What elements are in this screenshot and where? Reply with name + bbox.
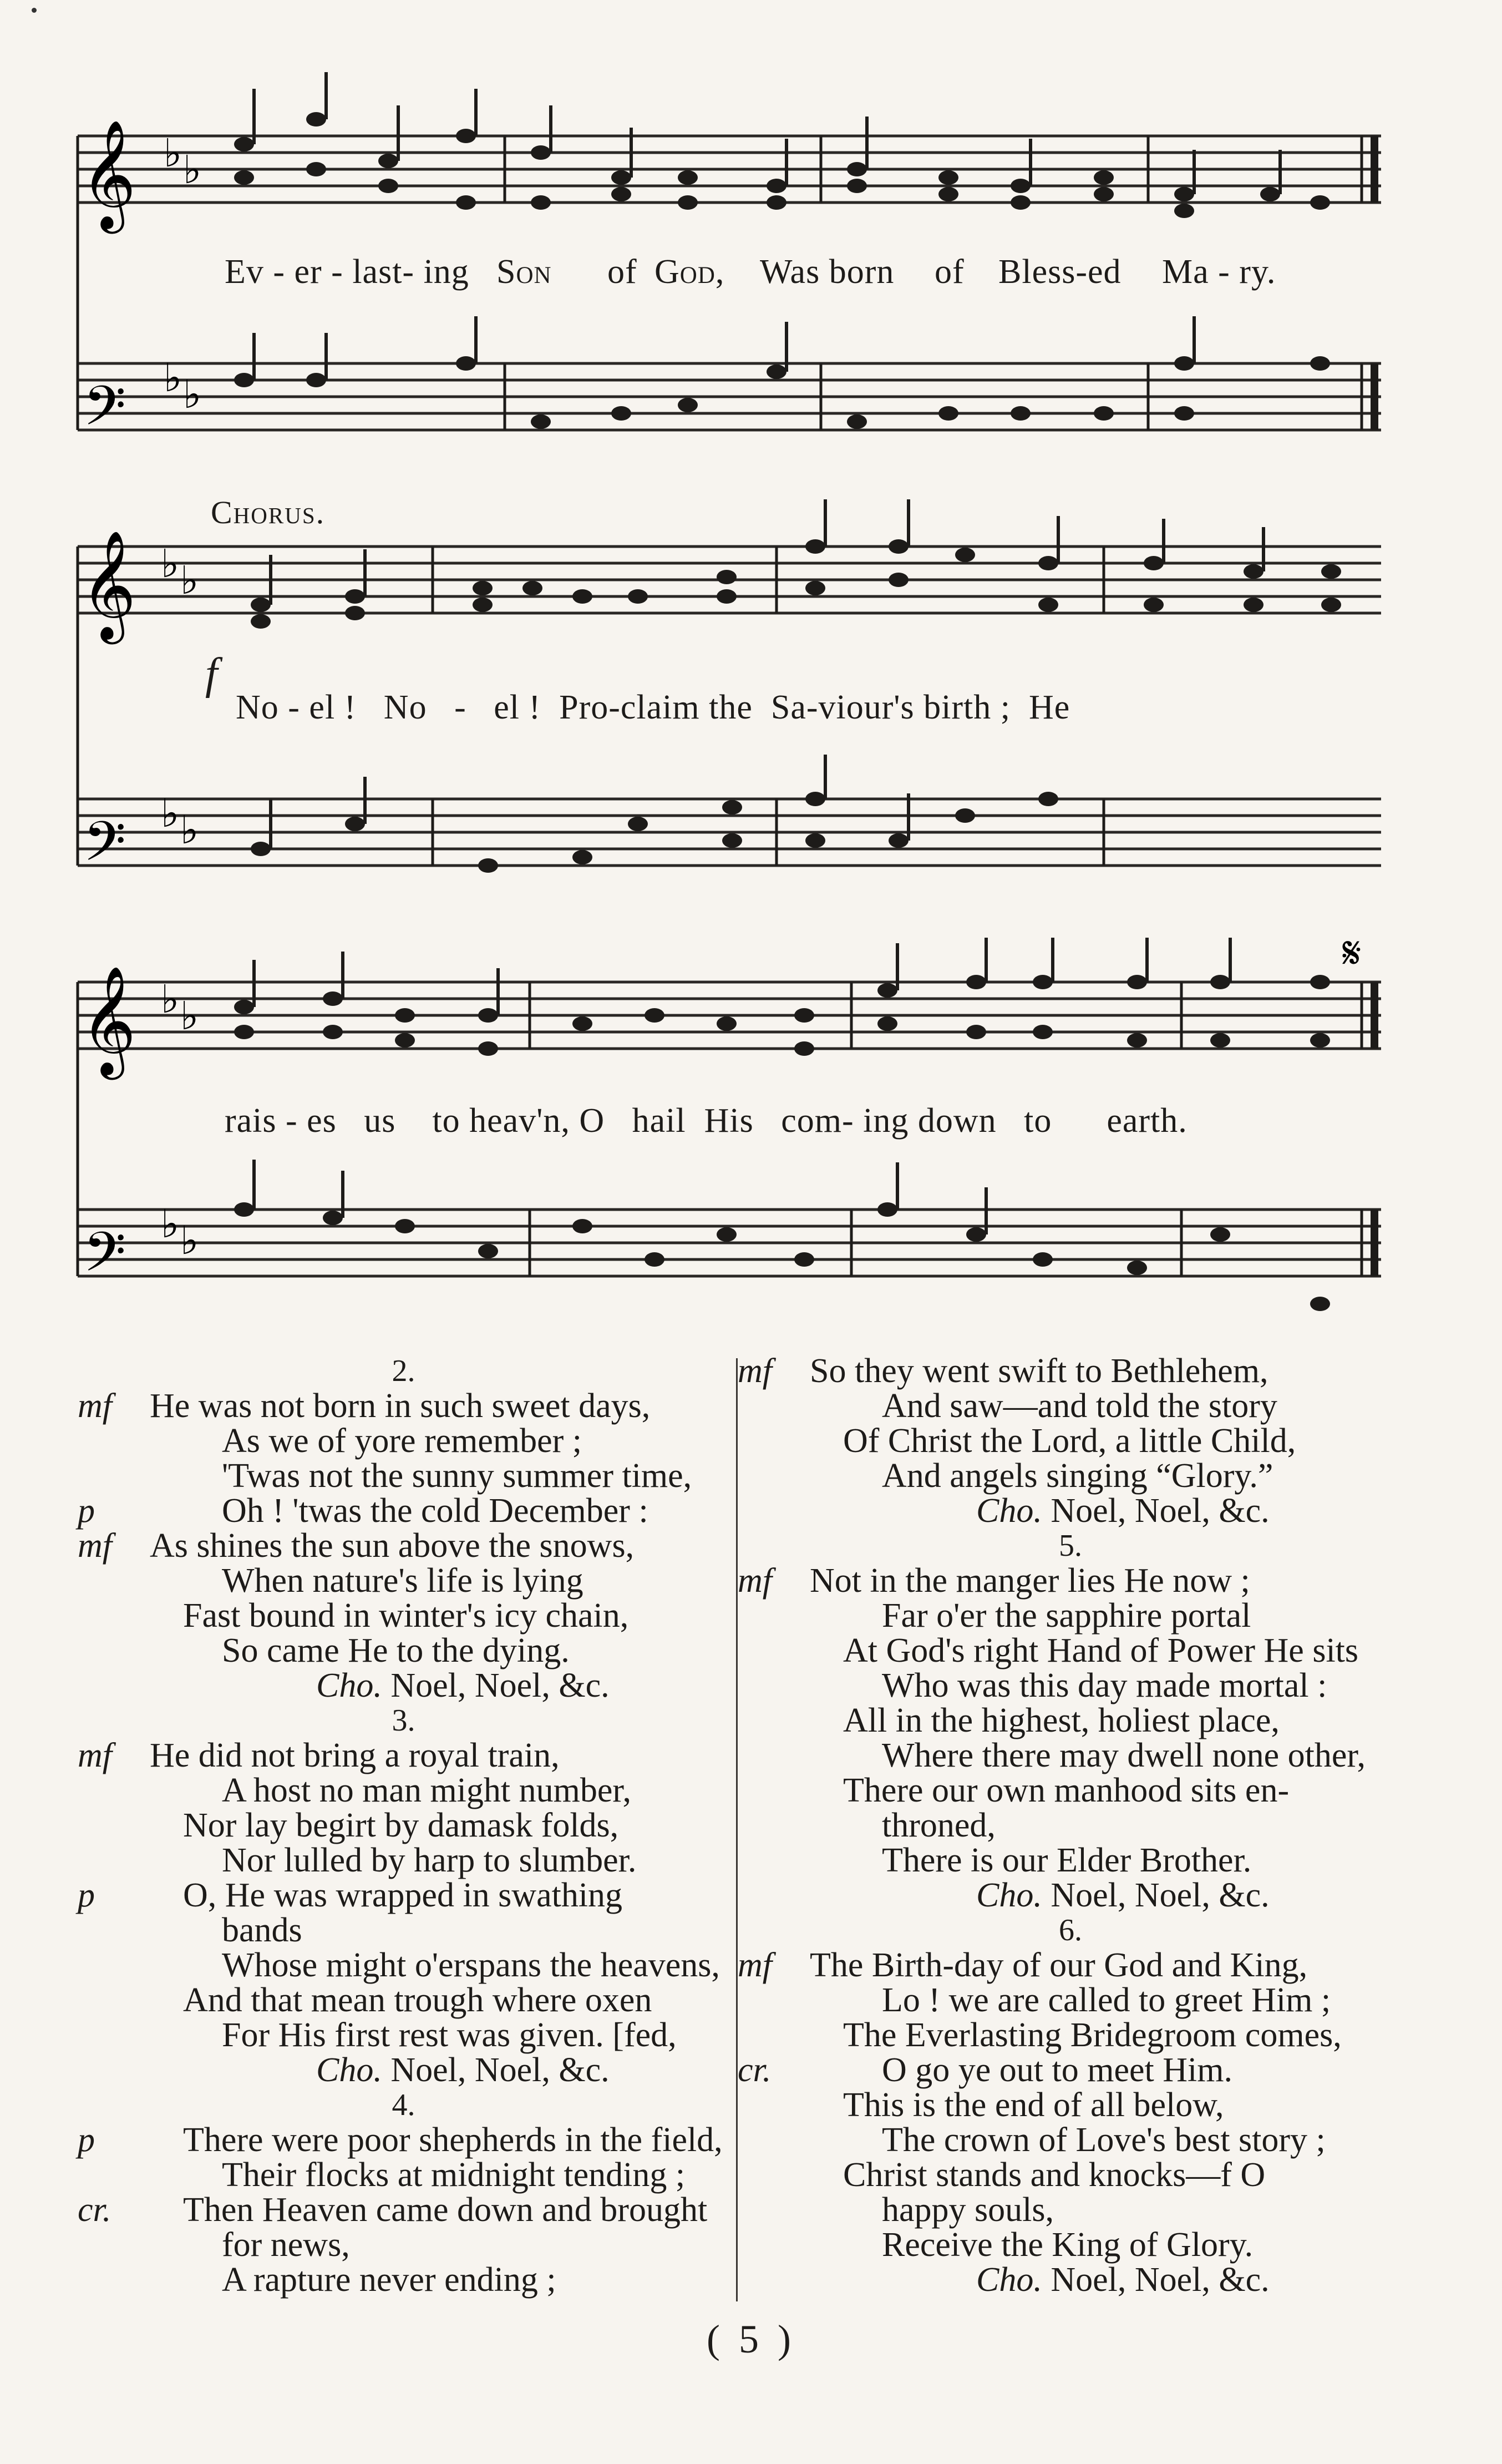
verse-line-text: bands xyxy=(222,1911,302,1949)
chorus-cue-words: Noel, Noel, &c. xyxy=(390,1667,610,1704)
svg-text:𝄋: 𝄋 xyxy=(1342,927,1362,979)
svg-text:♭: ♭ xyxy=(180,807,199,853)
verse-line-text: Who was this day made mortal : xyxy=(882,1667,1327,1704)
verse-line xyxy=(738,1703,1403,1738)
verse-line-text: Nor lulled by harp to slumber. xyxy=(222,1841,637,1879)
lyric-syllable: of xyxy=(607,253,637,291)
verse-line xyxy=(738,1459,1403,1494)
svg-text:♭: ♭ xyxy=(164,355,182,401)
chorus-cue-label: Cho. xyxy=(976,1876,1042,1914)
chorus-cue xyxy=(78,2053,729,2088)
lyric-syllable: God, xyxy=(654,253,725,291)
verse-line xyxy=(78,1773,729,1808)
verse-line xyxy=(738,2193,1403,2228)
dynamic-marking: cr. xyxy=(78,2191,111,2229)
verse-line-text: Nor lay begirt by damask folds, xyxy=(183,1807,619,1844)
dynamic-marking: mf xyxy=(738,1562,772,1600)
verse-line xyxy=(78,1459,729,1494)
chorus-cue-text xyxy=(976,1878,1270,1913)
verse-line-text: This is the end of all below, xyxy=(843,2086,1224,2124)
verse-line-text: As shines the sun above the snows, xyxy=(150,1527,635,1565)
verse-line xyxy=(78,1494,729,1529)
chorus-label: Chorus. xyxy=(211,494,326,530)
verse-line xyxy=(78,2018,729,2053)
verse-line xyxy=(78,1913,729,1948)
verse-line-text: The crown of Love's best story ; xyxy=(882,2121,1326,2159)
dynamic-marking: cr. xyxy=(738,2051,772,2089)
verse-line xyxy=(78,1808,729,1843)
verse-line-text: As we of yore remember ; xyxy=(222,1422,582,1460)
verse-line xyxy=(78,1424,729,1459)
verse-line-text: All in the highest, holiest place, xyxy=(843,1702,1280,1739)
svg-text:𝄢: 𝄢 xyxy=(83,1221,126,1298)
dynamic-marking: mf xyxy=(738,1352,772,1390)
verse-line-text: Of Christ the Lord, a little Child, xyxy=(843,1422,1296,1460)
verse-line xyxy=(78,2228,729,2263)
chorus-cue-label: Cho. xyxy=(976,2261,1042,2299)
verse-line-text: At God's right Hand of Power He sits xyxy=(843,1632,1359,1669)
staff-treble-3 xyxy=(78,982,1381,1049)
verse-line-text: Fast bound in winter's icy chain, xyxy=(183,1597,629,1635)
verse-line xyxy=(738,1948,1403,1983)
verse-line xyxy=(738,2053,1403,2088)
verse-line-text: Whose might o'erspans the heavens, xyxy=(222,1946,720,1984)
lyrics-line-2: No - el ! No - el ! Pro-claim the Sa-viour's birth ; He xyxy=(236,689,1070,726)
svg-text:𝄢: 𝄢 xyxy=(83,375,126,452)
verse-line xyxy=(738,1983,1403,2018)
verse-line-text: He did not bring a royal train, xyxy=(150,1737,560,1774)
verse-line-text: He was not born in such sweet days, xyxy=(150,1387,651,1425)
verse-line xyxy=(738,1354,1403,1389)
verse-number: 5. xyxy=(1059,1529,1082,1563)
verse-line xyxy=(738,1808,1403,1843)
verse-line-text: And angels singing “Glory.” xyxy=(882,1457,1273,1495)
svg-text:𝄢: 𝄢 xyxy=(83,810,126,887)
verse-line xyxy=(738,1633,1403,1668)
chorus-cue-words: Noel, Noel, &c. xyxy=(1051,2261,1270,2299)
svg-text:♭: ♭ xyxy=(180,993,199,1039)
verse-number: 6. xyxy=(1059,1913,1082,1947)
chorus-cue-label: Cho. xyxy=(316,1667,382,1704)
verse-line xyxy=(738,2123,1403,2158)
verse-line-text: There our own manhood sits en- xyxy=(843,1772,1290,1809)
verse-line xyxy=(738,2088,1403,2123)
dynamic-marking: p xyxy=(78,1876,95,1914)
verse-line-text: happy souls, xyxy=(882,2191,1054,2229)
verse-line xyxy=(738,1389,1403,1424)
dynamic-marking: mf xyxy=(78,1387,112,1425)
dynamic-marking: mf xyxy=(738,1946,772,1984)
verse-number: 3. xyxy=(392,1703,415,1738)
verse-line-text: When nature's life is lying xyxy=(222,1562,583,1600)
chorus-cue-text xyxy=(976,1494,1270,1529)
verse-line-text: Oh ! 'twas the cold December : xyxy=(222,1492,648,1530)
svg-text:𝄞: 𝄞 xyxy=(80,965,136,1075)
verse-line xyxy=(78,1564,729,1598)
verse-line-text: Far o'er the sapphire portal xyxy=(882,1597,1251,1635)
verse-line xyxy=(738,1598,1403,1633)
verse-line xyxy=(78,1843,729,1878)
verse-line xyxy=(738,1668,1403,1703)
verse-line xyxy=(738,1843,1403,1878)
verse-line xyxy=(738,2018,1403,2053)
chorus-cue-text xyxy=(316,1668,610,1703)
dynamic-marking: mf xyxy=(78,1527,112,1565)
verse-line-text: throned, xyxy=(882,1807,996,1844)
verse-line xyxy=(78,1983,729,2018)
verse-number: 2. xyxy=(392,1354,415,1388)
verses-right-column xyxy=(738,1354,1403,2298)
verse-line-text: A host no man might number, xyxy=(222,1772,632,1809)
verse-number: 4. xyxy=(392,2088,415,2122)
verse-line xyxy=(78,1389,729,1424)
verse-line-text: There is our Elder Brother. xyxy=(882,1841,1252,1879)
chorus-cue-text xyxy=(976,2263,1270,2298)
chorus-cue-label: Cho. xyxy=(976,1492,1042,1530)
chorus-cue xyxy=(738,1494,1403,1529)
svg-text:♭: ♭ xyxy=(161,1201,180,1247)
verse-line-text: Not in the manger lies He now ; xyxy=(810,1562,1250,1600)
verse-line xyxy=(78,2158,729,2193)
lyric-syllable: Ev - er - last- ing xyxy=(225,253,469,291)
verse-line-text: The Birth-day of our God and King, xyxy=(810,1946,1308,1984)
lyric-syllable: Ma - ry. xyxy=(1162,253,1276,291)
page-number: ( 5 ) xyxy=(707,2317,795,2361)
lyrics-line-3: rais - es us to heav'n, O hail His com- ing down to earth. xyxy=(225,1102,1188,1140)
staff-bass-3 xyxy=(78,1210,1381,1276)
verse-line xyxy=(78,2263,729,2298)
verse-line-text: And saw—and told the story xyxy=(882,1387,1277,1425)
verse-line-text: Lo ! we are called to greet Him ; xyxy=(882,1981,1331,2019)
chorus-cue xyxy=(738,1878,1403,1913)
verse-line-text: for news, xyxy=(222,2226,350,2264)
verse-line-text: Christ stands and knocks—f O xyxy=(843,2156,1266,2194)
svg-text:♭: ♭ xyxy=(161,541,180,586)
chorus-cue-words: Noel, Noel, &c. xyxy=(1051,1492,1270,1530)
verse-line xyxy=(78,1598,729,1633)
verse-line-text: So they went swift to Bethlehem, xyxy=(810,1352,1268,1390)
svg-text:♭: ♭ xyxy=(183,147,202,193)
verse-line-text: There were poor shepherds in the field, xyxy=(183,2121,723,2159)
lyric-syllable: of xyxy=(935,253,965,291)
verse-line xyxy=(78,1738,729,1773)
svg-text:♭: ♭ xyxy=(161,791,180,836)
verse-line xyxy=(738,1738,1403,1773)
verse-line xyxy=(78,1878,729,1913)
dynamic-forte: f xyxy=(205,650,219,699)
dynamic-marking: mf xyxy=(78,1737,112,1774)
verse-line-text: O go ye out to meet Him. xyxy=(882,2051,1232,2089)
chorus-cue-label: Cho. xyxy=(316,2051,382,2089)
verse-line xyxy=(78,1633,729,1668)
lyric-syllable: Bless-ed xyxy=(998,253,1122,291)
verse-line-text: 'Twas not the sunny summer time, xyxy=(222,1457,692,1495)
verse-line-text: For His first rest was given. [fed, xyxy=(222,2016,677,2054)
svg-text:𝄞: 𝄞 xyxy=(80,119,136,229)
verse-line-text: And that mean trough where oxen xyxy=(183,1981,652,2019)
dynamic-marking: p xyxy=(78,1492,95,1530)
verse-line xyxy=(738,1424,1403,1459)
verse-line xyxy=(78,2123,729,2158)
verse-line-text: So came He to the dying. xyxy=(222,1632,570,1669)
verse-line xyxy=(738,2228,1403,2263)
verse-line-text: Where there may dwell none other, xyxy=(882,1737,1366,1774)
lyric-syllable: Was born xyxy=(760,253,895,291)
verse-line-text: Their flocks at midnight tending ; xyxy=(222,2156,686,2194)
verse-line xyxy=(738,2158,1403,2193)
verse-line-text: O, He was wrapped in swathing xyxy=(183,1876,623,1914)
verse-line-text: Receive the King of Glory. xyxy=(882,2226,1254,2264)
verse-line-text: A rapture never ending ; xyxy=(222,2261,556,2299)
verses-left-column xyxy=(78,1354,729,2298)
svg-text:𝄞: 𝄞 xyxy=(80,530,136,640)
chorus-cue xyxy=(738,2263,1403,2298)
verse-line xyxy=(78,1529,729,1564)
svg-text:♭: ♭ xyxy=(164,130,182,176)
verse-line xyxy=(78,1948,729,1983)
chorus-cue xyxy=(78,1668,729,1703)
verse-line-text: Then Heaven came down and brought xyxy=(183,2191,708,2229)
svg-text:♭: ♭ xyxy=(180,558,199,603)
verse-line xyxy=(738,1773,1403,1808)
verse-line xyxy=(78,2193,729,2228)
svg-text:♭: ♭ xyxy=(161,977,180,1022)
svg-text:♭: ♭ xyxy=(183,372,202,417)
verse-line-text: The Everlasting Bridegroom comes, xyxy=(843,2016,1342,2054)
chorus-cue-words: Noel, Noel, &c. xyxy=(1051,1876,1270,1914)
chorus-cue-text xyxy=(316,2053,610,2088)
chorus-cue-words: Noel, Noel, &c. xyxy=(390,2051,610,2089)
svg-text:♭: ♭ xyxy=(180,1218,199,1263)
dynamic-marking: p xyxy=(78,2121,95,2159)
verse-line xyxy=(738,1564,1403,1598)
lyric-syllable: Son xyxy=(496,253,552,291)
ink-speck xyxy=(32,8,37,13)
